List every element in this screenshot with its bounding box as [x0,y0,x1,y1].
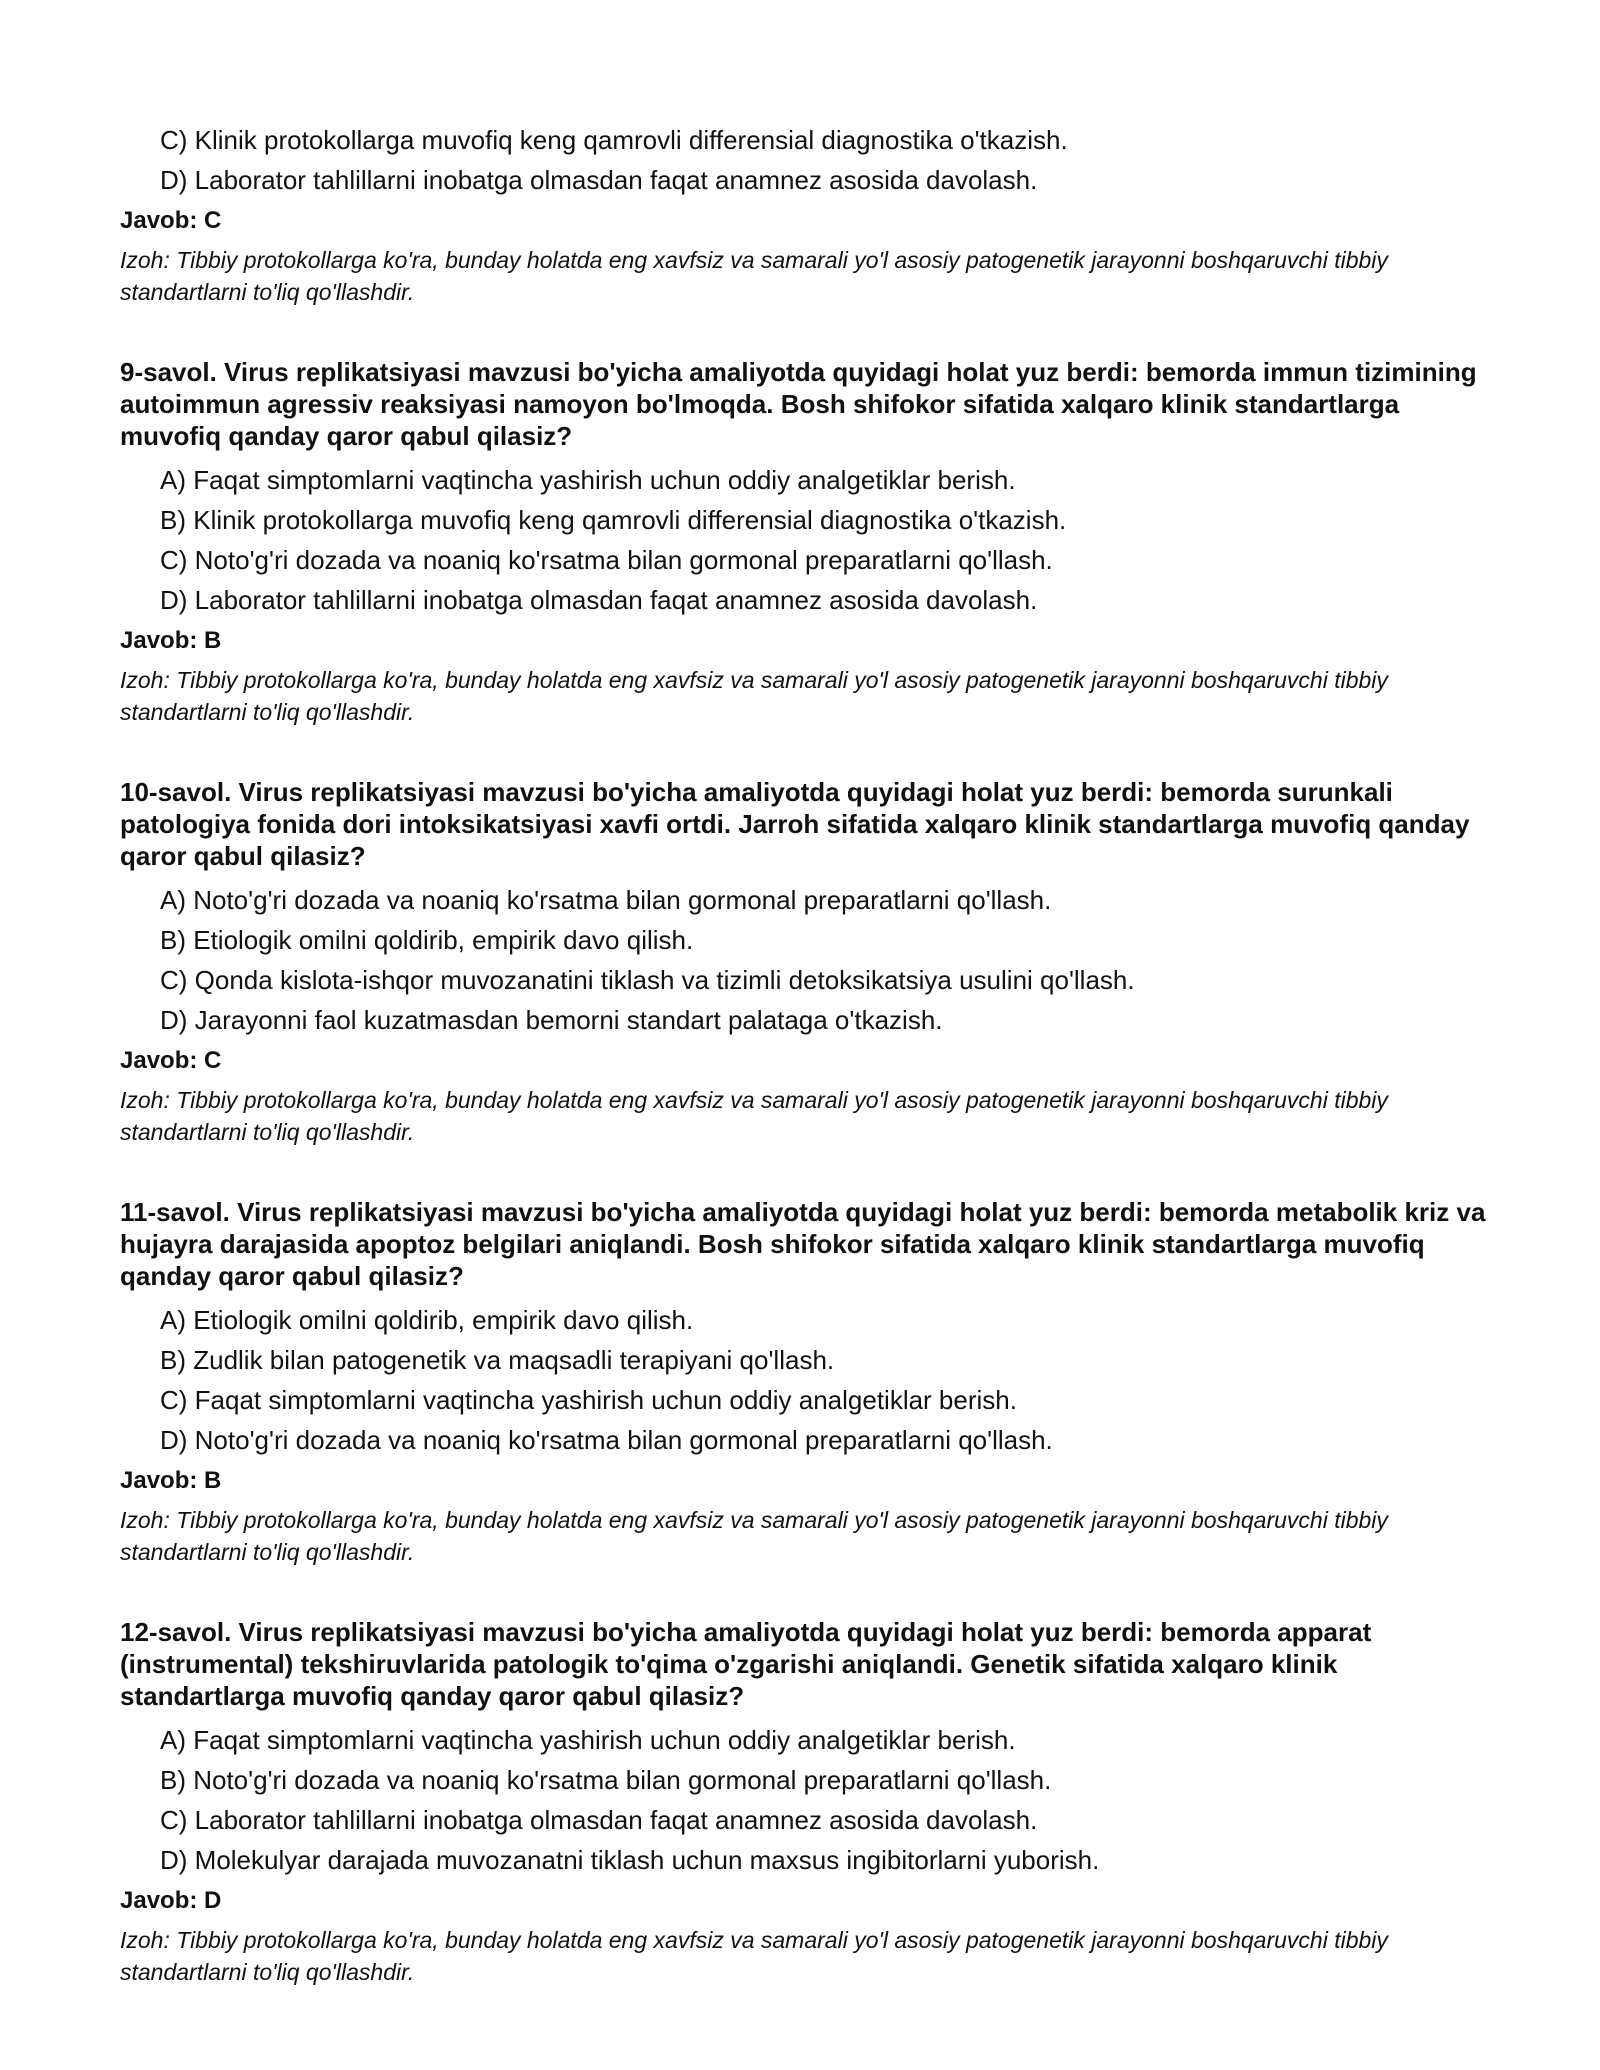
option-d: D) Laborator tahlillarni inobatga olmasdan faqat anamnez asosida davolash. [160,165,1038,195]
option-a: A) Etiologik omilni qoldirib, empirik davo qilish. [160,1305,694,1335]
option-b: B) Zudlik bilan patogenetik va maqsadli terapiyani qo'llash. [160,1345,835,1375]
explanation-note: Izoh: Tibbiy protokollarga ko'ra, bunday holatda eng xavfsiz va samarali yo'l asosiy patogenetik jarayonni boshqaruvchi tibbiy standartlarni to'liq qo'llashdir. [120,1927,1388,1985]
option-b: B) Klinik protokollarga muvofiq keng qamrovli differensial diagnostika o'tkazish. [160,505,1067,535]
explanation-note: Izoh: Tibbiy protokollarga ko'ra, bunday holatda eng xavfsiz va samarali yo'l asosiy patogenetik jarayonni boshqaruvchi tibbiy standartlarni to'liq qo'llashdir. [120,1087,1388,1145]
question-block-9 [120,356,1500,728]
answer-label: Javob: B [120,1467,222,1494]
question-text: 9-savol. Virus replikatsiyasi mavzusi bo'yicha amaliyotda quyidagi holat yuz berdi: bemorda immun tizimining autoimmun agressiv reaksiyasi namoyon bo'lmoqda. Bosh shifokor sifatida xalqaro klinik standartlarga muvofiq qanday qaror qabul qilasiz? [120,357,1477,451]
explanation-note: Izoh: Tibbiy protokollarga ko'ra, bunday holatda eng xavfsiz va samarali yo'l asosiy patogenetik jarayonni boshqaruvchi tibbiy standartlarni to'liq qo'llashdir. [120,247,1388,305]
option-b: B) Etiologik omilni qoldirib, empirik davo qilish. [160,925,694,955]
answer-label: Javob: B [120,627,222,654]
option-a: A) Faqat simptomlarni vaqtincha yashirish uchun oddiy analgetiklar berish. [160,465,1016,495]
explanation-note: Izoh: Tibbiy protokollarga ko'ra, bunday holatda eng xavfsiz va samarali yo'l asosiy patogenetik jarayonni boshqaruvchi tibbiy standartlarni to'liq qo'llashdir. [120,1507,1388,1565]
question-block-continued [120,120,1500,308]
option-c: C) Faqat simptomlarni vaqtincha yashirish uchun oddiy analgetiklar berish. [160,1385,1017,1415]
question-block-10 [120,776,1500,1148]
answer-label: Javob: D [120,1887,222,1914]
question-text: 11-savol. Virus replikatsiyasi mavzusi bo'yicha amaliyotda quyidagi holat yuz berdi: bemorda metabolik kriz va hujayra darajasida apoptoz belgilari aniqlandi. Bosh shifokor sifatida xalqaro klinik standartlarga muvofiq qanday qaror qabul qilasiz? [120,1197,1486,1291]
option-b: B) Noto'g'ri dozada va noaniq ko'rsatma bilan gormonal preparatlarni qo'llash. [160,1765,1052,1795]
option-c: C) Qonda kislota-ishqor muvozanatini tiklash va tizimli detoksikatsiya usulini qo'llash. [160,965,1135,995]
option-d: D) Jarayonni faol kuzatmasdan bemorni standart palataga o'tkazish. [160,1005,943,1035]
option-d: D) Molekulyar darajada muvozanatni tiklash uchun maxsus ingibitorlarni yuborish. [160,1845,1100,1875]
option-c: C) Klinik protokollarga muvofiq keng qamrovli differensial diagnostika o'tkazish. [160,125,1068,155]
option-d: D) Noto'g'ri dozada va noaniq ko'rsatma bilan gormonal preparatlarni qo'llash. [160,1425,1053,1455]
option-a: A) Noto'g'ri dozada va noaniq ko'rsatma bilan gormonal preparatlarni qo'llash. [160,885,1052,915]
answer-label: Javob: C [120,1047,222,1074]
question-text: 12-savol. Virus replikatsiyasi mavzusi bo'yicha amaliyotda quyidagi holat yuz berdi: bemorda apparat (instrumental) tekshiruvlarida patologik to'qima o'zgarishi aniqlandi. Genetik sifatida xalqaro klinik standartlarga muvofiq qanday qaror qabul qilasiz? [120,1617,1372,1711]
option-d: D) Laborator tahlillarni inobatga olmasdan faqat anamnez asosida davolash. [160,585,1038,615]
question-block-11 [120,1196,1500,1568]
option-a: A) Faqat simptomlarni vaqtincha yashirish uchun oddiy analgetiklar berish. [160,1725,1016,1755]
question-text: 10-savol. Virus replikatsiyasi mavzusi bo'yicha amaliyotda quyidagi holat yuz berdi: bemorda surunkali patologiya fonida dori intoksikatsiyasi xavfi ortdi. Jarroh sifatida xalqaro klinik standartlarga muvofiq qanday qaror qabul qilasiz? [120,777,1470,871]
option-c: C) Noto'g'ri dozada va noaniq ko'rsatma bilan gormonal preparatlarni qo'llash. [160,545,1053,575]
page-content [120,120,1500,1988]
option-c: C) Laborator tahlillarni inobatga olmasdan faqat anamnez asosida davolash. [160,1805,1038,1835]
answer-label: Javob: C [120,207,222,234]
question-block-12 [120,1616,1500,1988]
explanation-note: Izoh: Tibbiy protokollarga ko'ra, bunday holatda eng xavfsiz va samarali yo'l asosiy patogenetik jarayonni boshqaruvchi tibbiy standartlarni to'liq qo'llashdir. [120,667,1388,725]
